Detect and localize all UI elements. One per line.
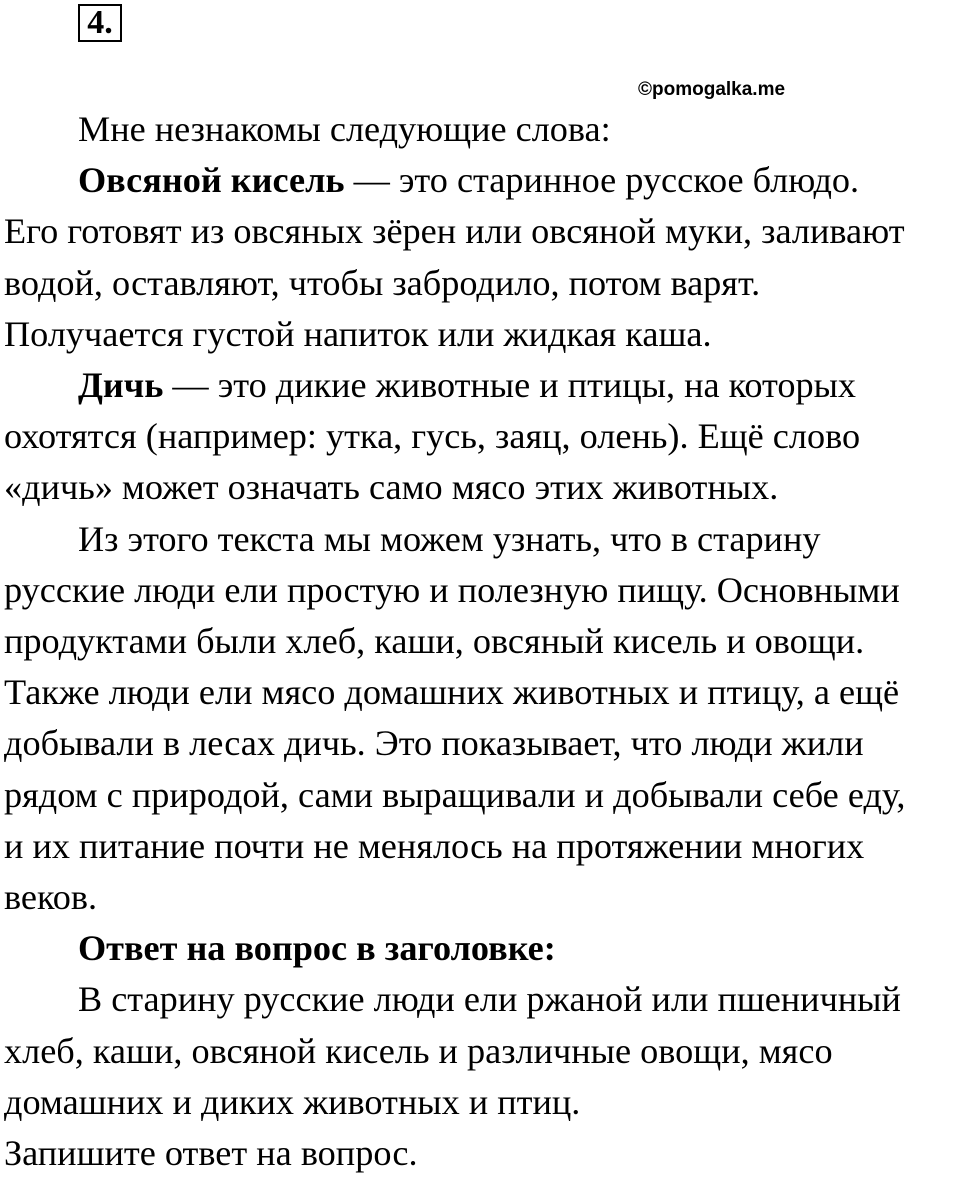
text-line xyxy=(4,667,960,718)
text-line xyxy=(4,770,960,821)
line-text: продуктами были хлеб, каши, овсяный кисель и овощи. xyxy=(4,621,865,662)
line-text: добывали в лесах дичь. Это показывает, что люди жили xyxy=(4,723,864,764)
text-line xyxy=(4,1026,960,1077)
line-text: домашних и диких животных и птиц. xyxy=(4,1081,581,1122)
answer-text xyxy=(4,104,960,1179)
text-line xyxy=(4,514,960,565)
line-text: «дичь» может означать само мясо этих животных. xyxy=(4,467,779,508)
bold-term: Овсяной кисель xyxy=(78,160,345,201)
line-text: — это старинное русское блюдо. xyxy=(344,160,860,201)
text-line xyxy=(4,974,960,1025)
text-line xyxy=(4,1128,960,1179)
line-text: Также люди ели мясо домашних животных и птицу, а ещё xyxy=(4,672,900,713)
line-text: Запишите ответ на вопрос. xyxy=(4,1133,418,1174)
text-line xyxy=(4,1077,960,1128)
bold-term: Дичь xyxy=(78,365,164,406)
text-line xyxy=(4,155,960,206)
text-line xyxy=(4,462,960,513)
text-line xyxy=(4,616,960,667)
watermark: ©pomogalka.me xyxy=(638,79,786,100)
line-text: Мне незнакомы следующие слова: xyxy=(78,109,611,149)
text-line xyxy=(4,923,960,974)
text-line xyxy=(4,258,960,309)
text-line xyxy=(4,104,960,155)
line-text: В старину русские люди ели ржаной или пшеничный xyxy=(78,979,901,1020)
text-line xyxy=(4,309,960,360)
line-text: Получается густой напиток или жидкая каша. xyxy=(4,313,712,354)
line-text: и их питание почти не менялось на протяжении многих xyxy=(4,825,865,866)
task-number: 4. xyxy=(87,4,113,41)
line-text: охотятся (например: утка, гусь, заяц, олень). Ещё слово xyxy=(4,416,861,457)
line-text: хлеб, каши, овсяной кисель и различные овощи, мясо xyxy=(4,1030,833,1071)
line-text: Из этого текста мы можем узнать, что в старину xyxy=(78,518,821,559)
line-text: веков. xyxy=(4,877,98,918)
line-text: Его готовят из овсяных зёрен или овсяной муки, заливают xyxy=(4,211,905,252)
text-line xyxy=(4,411,960,462)
line-text: русские люди ели простую и полезную пищу. Основными xyxy=(4,569,900,610)
line-text: — это дикие животные и птицы, на которых xyxy=(163,365,857,406)
task-number-box xyxy=(78,4,122,42)
bold-term: Ответ на вопрос в заголовке: xyxy=(78,928,556,969)
text-line xyxy=(4,206,960,257)
text-line xyxy=(4,718,960,769)
line-text: водой, оставляют, чтобы забродило, потом варят. xyxy=(4,262,761,303)
line-text: рядом с природой, сами выращивали и добывали себе еду, xyxy=(4,774,906,815)
text-line xyxy=(4,872,960,923)
text-line xyxy=(4,821,960,872)
text-line xyxy=(4,360,960,411)
text-line xyxy=(4,565,960,616)
